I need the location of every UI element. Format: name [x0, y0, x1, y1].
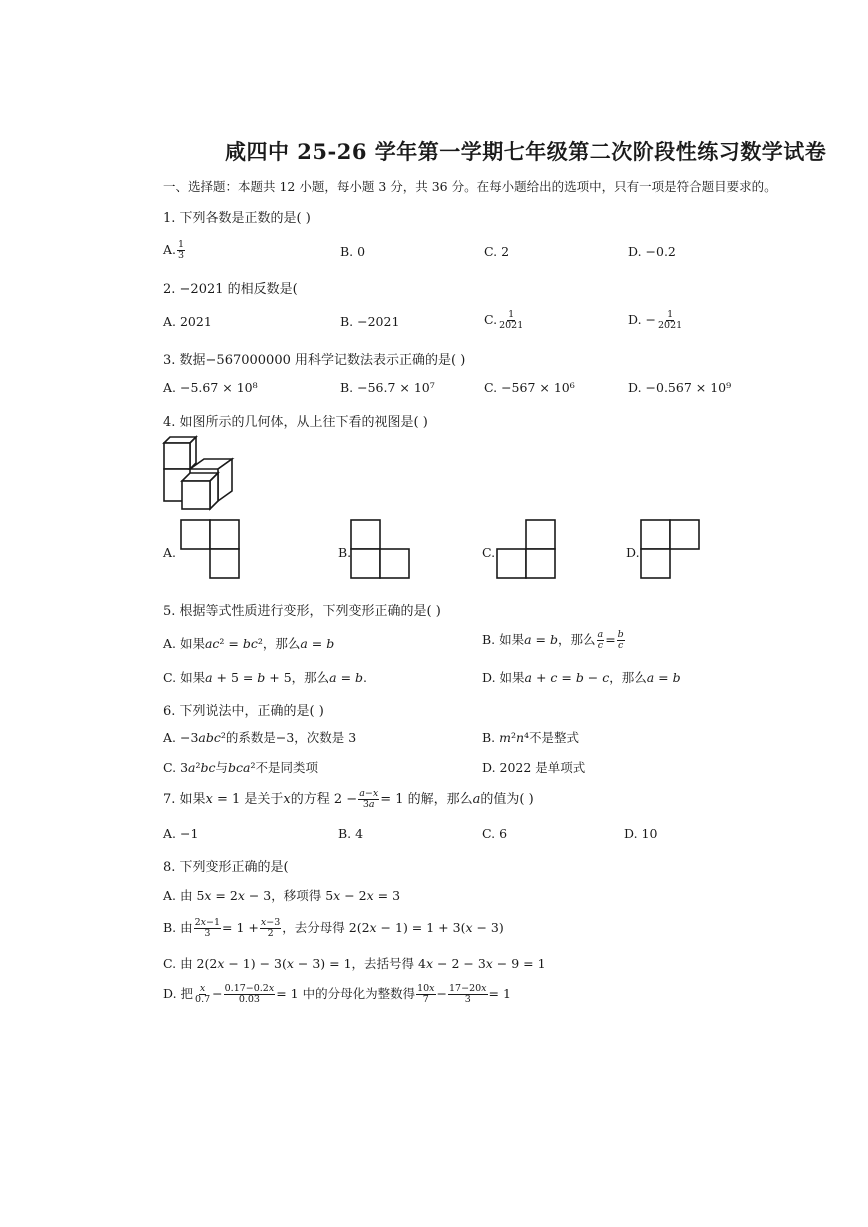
question-1-option-a: A. $\frac{1}{3}$: [163, 239, 185, 261]
question-6-option-a: A. −3𝑎𝑏𝑐²的系数是−3，次数是 3: [163, 730, 357, 745]
question-5-option-d: D. 如果𝑎 + 𝑐 = 𝑏 − 𝑐，那么𝑎 = 𝑏: [482, 670, 681, 685]
question-8-option-d: D. 把 $\frac{\text{𝑥}}{0.7}$ − $\frac{\text{0.17−0.2𝑥}}{0.03}$ = 1 中的分母化为整数得 $\frac{\text{10𝑥}}{7}$ − $\frac{\text{17−20𝑥}}{3}$ = 1: [163, 983, 511, 1005]
question-7-option-b: B. 4: [338, 826, 364, 841]
question-7-stem: 7. 如果𝑥 = 1 是关于𝑥的方程 2 − $\frac{\text{𝑎−𝑥}}{\text{3𝑎}}$ = 1 的解，那么𝑎的值为( ): [163, 788, 534, 810]
section-heading: 一、选择题：本题共 12 小题，每小题 3 分，共 36 分。在每小题给出的选项中，只有一项是符合题目要求的。: [163, 179, 777, 194]
question-5-stem: 5. 根据等式性质进行变形，下列变形正确的是( ): [163, 604, 441, 619]
question-8-option-b: B. 由 $\frac{\text{2𝑥−1}}{3}$ = 1 + $\frac{\text{𝑥−3}}{2}$ ，去分母得 2(2𝑥 − 1) = 1 + 3(𝑥 − 3): [163, 917, 504, 939]
question-3-option-d: D. −0.567 × 10⁹: [628, 380, 732, 395]
question-8-option-a: A. 由 5𝑥 = 2𝑥 − 3，移项得 5𝑥 − 2𝑥 = 3: [163, 888, 401, 903]
question-1-option-d: D. −0.2: [628, 244, 676, 259]
question-3-option-b: B. −56.7 × 10⁷: [340, 380, 435, 395]
question-6-option-d: D. 2022 是单项式: [482, 760, 586, 775]
question-2-option-b: B. −2021: [340, 314, 400, 329]
question-1-stem: 1. 下列各数是正数的是( ): [163, 211, 311, 226]
question-4-stem: 4. 如图所示的几何体，从上往下看的视图是( ): [163, 415, 428, 430]
question-5-option-a: A. 如果𝑎𝑐² = 𝑏𝑐²，那么𝑎 = 𝑏: [163, 636, 335, 651]
question-5-option-b: B. 如果𝑎 = 𝑏，那么 $\frac{\text{𝑎}}{\text{𝑐}}$ = $\frac{\text{𝑏}}{\text{𝑐}}$: [482, 629, 624, 651]
exam-title: 咸四中 25-26 学年第一学期七年级第二次阶段性练习数学试卷: [225, 139, 827, 164]
question-8-stem: 8. 下列变形正确的是(: [163, 860, 289, 875]
solid-figure-diagram: [160, 437, 240, 512]
question-8-option-c: C. 由 2(2𝑥 − 1) − 3(𝑥 − 3) = 1，去括号得 4𝑥 − 2 − 3𝑥 − 9 = 1: [163, 956, 546, 971]
question-1-option-c: C. 2: [484, 244, 510, 259]
view-c-diagram: [496, 519, 558, 581]
question-3-option-a: A. −5.67 × 10⁸: [163, 380, 258, 395]
question-5-option-c: C. 如果𝑎 + 5 = 𝑏 + 5，那么𝑎 = 𝑏.: [163, 670, 368, 685]
view-d-diagram: [640, 519, 702, 581]
question-6-stem: 6. 下列说法中，正确的是( ): [163, 704, 324, 719]
question-4-option-d: D.: [626, 545, 640, 560]
question-6-option-c: C. 3𝑎²𝑏𝑐与𝑏𝑐𝑎²不是同类项: [163, 760, 318, 775]
question-4-option-b: B.: [338, 545, 352, 560]
question-6-option-b: B. 𝑚²𝑛⁴不是整式: [482, 730, 580, 745]
view-b-diagram: [350, 519, 412, 581]
question-2-stem: 2. −2021 的相反数是(: [163, 282, 298, 297]
question-3-option-c: C. −567 × 10⁶: [484, 380, 575, 395]
question-7-option-c: C. 6: [482, 826, 508, 841]
question-7-option-a: A. −1: [163, 826, 199, 841]
question-2-option-d: D. − $\frac{1}{2021}$: [628, 309, 683, 331]
view-a-diagram: [180, 519, 242, 581]
question-2-option-a: A. 2021: [163, 314, 212, 329]
question-4-option-c: C.: [482, 545, 496, 560]
question-2-option-c: C. $\frac{1}{2021}$: [484, 309, 524, 331]
question-1-option-b: B. 0: [340, 244, 366, 259]
question-3-stem: 3. 数据−567000000 用科学记数法表示正确的是( ): [163, 353, 466, 368]
question-7-option-d: D. 10: [624, 826, 658, 841]
question-4-option-a: A.: [163, 545, 177, 560]
